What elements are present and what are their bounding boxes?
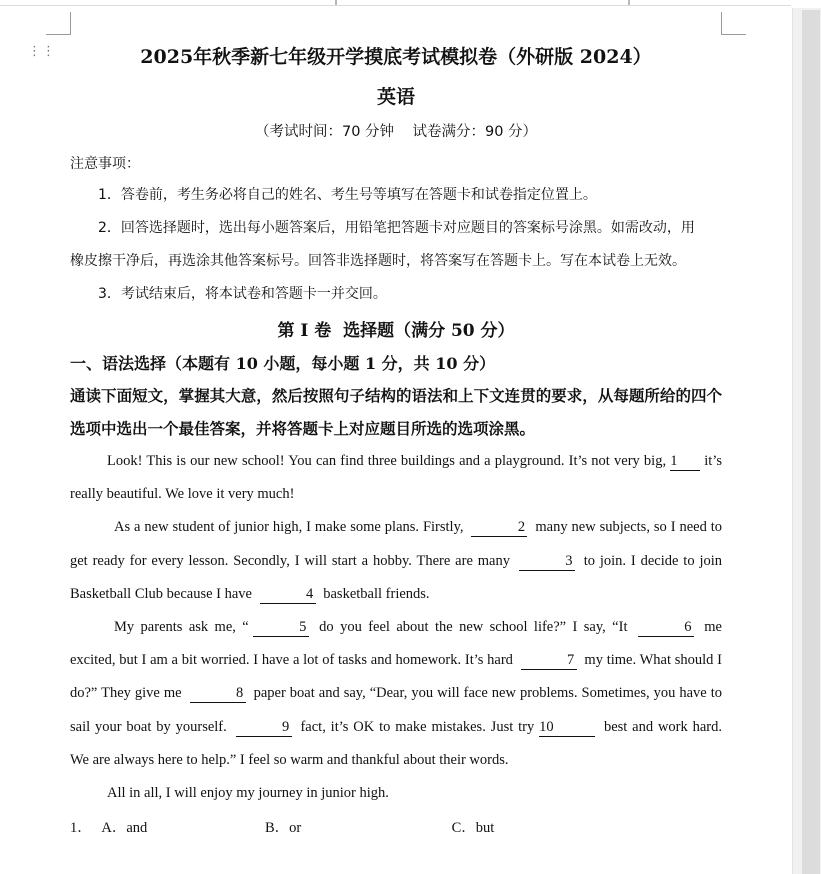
blank-3: 3	[519, 553, 575, 571]
drag-handle-icon[interactable]: ⋮⋮	[28, 44, 56, 59]
vertical-scrollbar[interactable]	[792, 8, 821, 874]
reading-passage	[70, 445, 722, 810]
instruction-text: 通读下面短文，掌握其大意，然后按照句子结构的语法和上下文连贯的要求，从每题所给的四个选项中选出一个最佳答案，并将答题卡上对应题目所选的选项涂黑。	[70, 386, 722, 438]
blank-4: 4	[260, 586, 316, 604]
ruler	[0, 0, 821, 6]
subject-title: 英语	[376, 86, 415, 108]
question-1-options	[70, 818, 722, 838]
section-title: 第 I 卷 选择题（满分 50 分）	[277, 321, 515, 341]
passage-paragraph-1: Look! This is our new school! You can find three buildings and a playground. It’s not very big, 1 it’s really beautiful. We love it very much!	[70, 453, 722, 503]
ruler-tab-marker[interactable]	[628, 0, 630, 5]
scrollbar-thumb[interactable]	[802, 10, 820, 874]
rule-item-2: 2．回答选择题时，选出每小题答案后，用铅笔把答题卡对应题目的答案标号涂黑。如需改动，用	[98, 220, 695, 236]
passage-paragraph-4: All in all, I will enjoy my journey in junior high.	[107, 785, 389, 802]
blank-2: 2	[471, 519, 527, 537]
rule-item-1: 1．答卷前，考生务必将自己的姓名、考生号等填写在答题卡和试卷指定位置上。	[98, 187, 597, 203]
page-corner-mark-top-right	[721, 12, 746, 35]
document-page	[70, 40, 722, 838]
option-b: B．or	[265, 820, 302, 837]
document-title: 2025年秋季新七年级开学摸底考试模拟卷（外研版 2024）	[140, 46, 652, 68]
passage-paragraph-3: My parents ask me, “ 5 do you feel about the new school life?” I say, “It 6 me excited, but I am a bit worried. I have a lot of tasks and homework. It’s hard 7 my time. What should I do?” They give me 8 paper boat and say, “Dear, you will face new problems. Sometimes, you have to sail your boat by yourself. 9 fact, it’s OK to make mistakes. Just try 10 best and work hard. We are always here to help.” I feel so warm and thankful about their words.	[70, 619, 723, 768]
exam-info: （考试时间：70 分钟 试卷满分：90 分）	[254, 124, 538, 140]
rule-item-2-continued: 橡皮擦干净后，再选涂其他答案标号。回答非选择题时，将答案写在答题卡上。写在本试卷上无效。	[70, 253, 686, 269]
ruler-indent-marker[interactable]	[335, 0, 337, 5]
part-heading: 一、语法选择（本题有 10 小题，每小题 1 分，共 10 分）	[70, 354, 496, 373]
blank-9: 9	[236, 719, 292, 737]
option-a: A．and	[101, 820, 148, 837]
ruler-line	[0, 5, 791, 6]
option-c: C．but	[451, 820, 495, 837]
blank-8: 8	[190, 685, 246, 703]
page-corner-mark-top-left	[46, 12, 71, 35]
blank-7: 7	[521, 652, 577, 670]
passage-paragraph-2: As a new student of junior high, I make some plans. Firstly, 2 many new subjects, so I need to get ready for every lesson. Secondly, I will start a hobby. There are many 3 to join. I decide to join Basketball Club because I have 4 basketball friends.	[70, 519, 723, 602]
rule-item-3: 3．考试结束后，将本试卷和答题卡一并交回。	[98, 286, 387, 302]
blank-10: 10	[539, 719, 595, 737]
blank-5: 5	[253, 619, 309, 637]
notice-title: 注意事项：	[70, 156, 140, 172]
blank-1: 1	[670, 453, 700, 471]
blank-6: 6	[638, 619, 694, 637]
question-number: 1．	[70, 820, 92, 837]
